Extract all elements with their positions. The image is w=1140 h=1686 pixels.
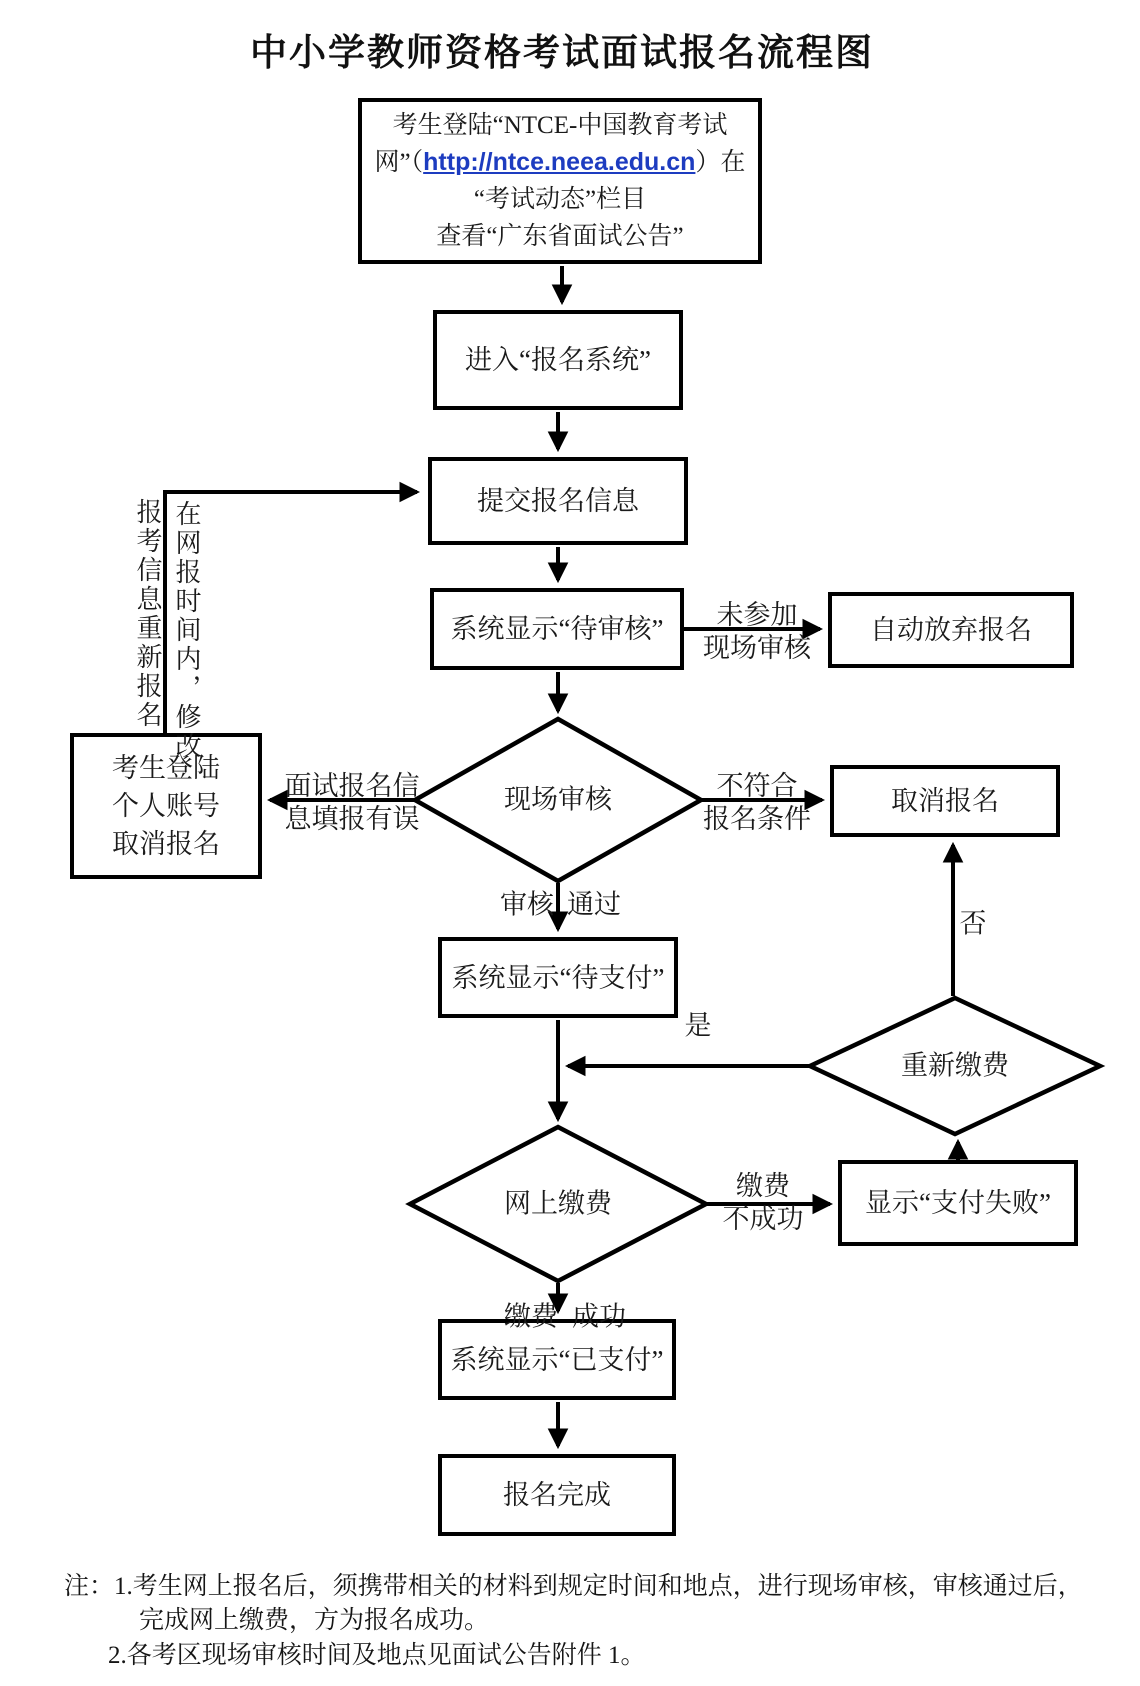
node-registration-complete-label: 报名完成: [503, 1480, 611, 1510]
node-status-pending-review-label: 系统显示“待审核”: [450, 614, 664, 644]
node-cancel-registration: [830, 765, 1060, 837]
notice-line4: 查看“广东省面试公告”: [436, 223, 684, 250]
note-line-2: 完成网上缴费，方为报名成功。: [139, 1607, 490, 1634]
edge-label-info-error: [285, 770, 420, 836]
edge-label-review-pass-left: 审核: [500, 889, 554, 920]
edge-label-yes: 是: [684, 1010, 712, 1041]
edge-label-not-qualified-line2: 报名条件: [703, 804, 811, 834]
edge-label-renew-inner: 在网报时间内，修改: [172, 500, 201, 761]
node-payment-failed: [838, 1160, 1078, 1246]
notice-line2-pre: 网”（: [374, 149, 424, 176]
notice-line2-post: ）在: [695, 149, 746, 176]
edge-label-not-attend-line2: 现场审核: [703, 633, 811, 663]
node-registration-complete: [438, 1454, 676, 1536]
decision-online-payment-label: 网上缴费: [504, 1188, 612, 1219]
node-auto-abandon: [828, 592, 1074, 668]
edge-label-not-attend-line1: 未参加: [716, 600, 798, 630]
edge-label-pay-fail-line2: 不成功: [722, 1204, 804, 1234]
node-status-pending-review: [430, 588, 684, 670]
decision-repay-label: 重新缴费: [901, 1050, 1009, 1081]
edge-label-info-error-line2: 息填报有误: [284, 804, 420, 834]
edge-label-review-pass-right: 通过: [567, 889, 621, 920]
node-login-cancel-line3: 取消报名: [112, 829, 220, 859]
note-line-3: 2.各考区现场审核时间及地点见面试公告附件 1。: [108, 1642, 646, 1669]
note-line-1: [64, 1572, 1083, 1602]
node-login-cancel-line1: 考生登陆: [112, 753, 220, 783]
ntce-link[interactable]: http://ntce.neea.edu.cn: [423, 148, 696, 176]
note-item1-line1: 1.考生网上报名后，须携带相关的材料到规定时间和地点，进行现场审核，审核通过后，: [114, 1573, 1083, 1600]
node-login-cancel: [70, 733, 262, 879]
node-submit-info-label: 提交报名信息: [477, 486, 639, 516]
decision-onsite-review-label: 现场审核: [504, 784, 612, 815]
node-status-paid-label: 系统显示“已支付”: [450, 1344, 664, 1375]
node-cancel-registration-label: 取消报名: [891, 786, 999, 816]
edge-label-not-qualified: [703, 770, 811, 836]
notice-line1: 考生登陆“NTCE-中国教育考试: [392, 112, 728, 139]
edge-label-not-qualified-line1: 不符合: [716, 771, 798, 801]
edge-label-pay-success-right: 成功: [572, 1301, 626, 1332]
node-enter-system: [433, 310, 683, 410]
node-submit-info: [428, 457, 688, 545]
notice-line3: “考试动态”栏目: [473, 186, 647, 213]
page-title: 中小学教师资格考试面试报名流程图: [250, 32, 874, 73]
edge-label-renew-outer: 报考信息重新报名: [133, 498, 162, 730]
note-prefix: 注：: [64, 1573, 115, 1600]
node-status-pending-payment: [438, 937, 678, 1018]
node-check-announcement: [358, 98, 762, 264]
edge-label-info-error-line1: 面试报名信: [284, 771, 420, 801]
node-status-pending-payment-label: 系统显示“待支付”: [451, 962, 665, 993]
notice-line2: [375, 144, 746, 181]
edge-label-not-attend: [703, 599, 811, 665]
edge-label-pay-fail-line1: 缴费: [736, 1171, 790, 1201]
node-payment-failed-label: 显示“支付失败”: [865, 1188, 1051, 1218]
node-login-cancel-line2: 个人账号: [112, 791, 220, 821]
arrow-login-to-submit-feedback: [165, 492, 417, 735]
edge-label-pay-fail: [723, 1170, 804, 1236]
node-auto-abandon-label: 自动放弃报名: [870, 615, 1032, 645]
edge-label-pay-success-left: 缴费: [504, 1301, 558, 1332]
node-enter-system-label: 进入“报名系统”: [465, 345, 651, 375]
edge-label-no: 否: [959, 908, 987, 939]
